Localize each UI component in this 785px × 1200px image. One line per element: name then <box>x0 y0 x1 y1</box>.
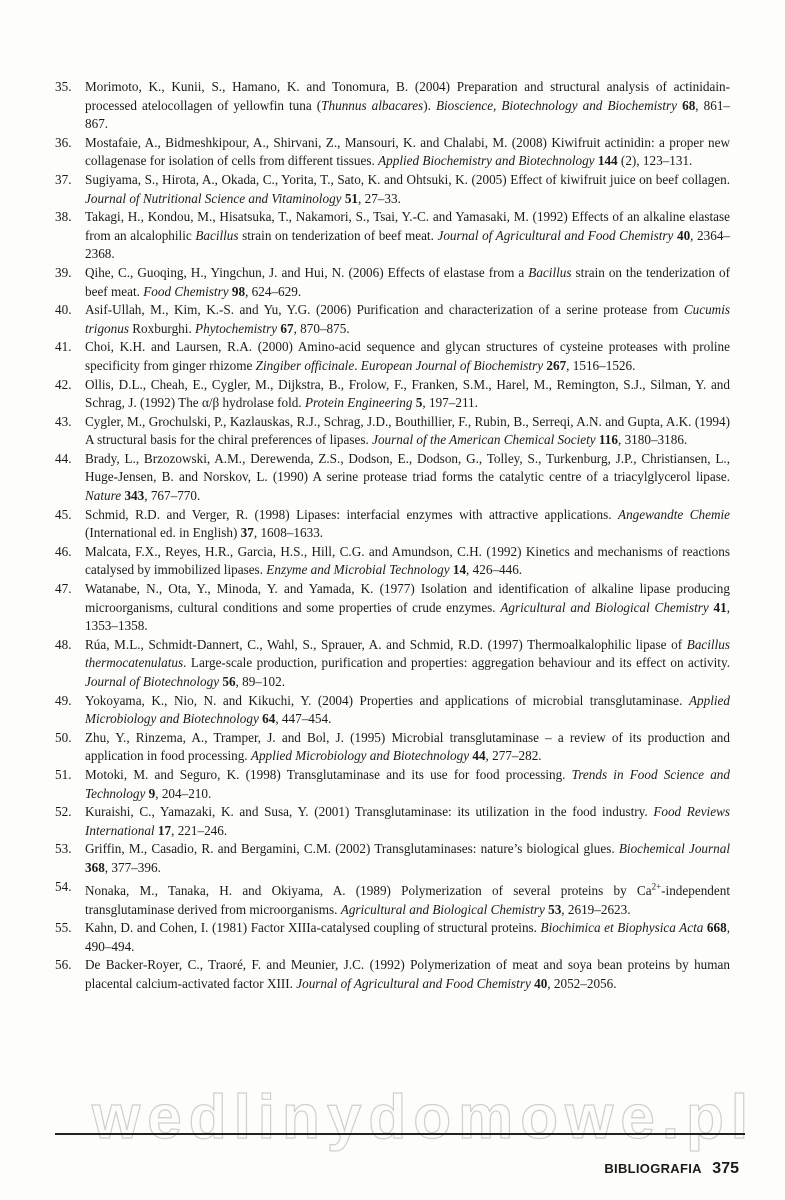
reference-number: 36. <box>55 134 72 150</box>
reference-volume: 68 <box>682 97 696 113</box>
reference-segment: , 277–282. <box>485 748 542 764</box>
reference-segment: Brady, L., Brzozowski, A.M., Derewenda, Z.S., Dodson, E., Dodson, G., Tolley, S., Turkenburg, J.P., Christiansen, L., Huge-Jensen, B. and Norskov, L. (1990) A serine protease triad forms the catalytic centre of a triacylglycerol lipase. <box>85 450 730 485</box>
reference-segment: Cygler, M., Grochulski, P., Kazlauskas, R.J., Schrag, J.D., Bouthillier, F., Rubin, B., Serreqi, A.N. and Gupta, A.K. (1994) A structural basis for the chiral preferences of lipases. <box>85 413 730 448</box>
reference-item <box>55 506 730 543</box>
reference-segment: Nonaka, M., Tanaka, H. and Okiyama, A. (1989) Polymerization of several proteins by Ca <box>85 882 652 898</box>
reference-segment: strain on the tenderization of beef meat. <box>85 264 730 299</box>
reference-segment: , 377–396. <box>104 859 161 875</box>
reference-segment: , 870–875. <box>293 320 350 336</box>
reference-italic-segment: Biochimica et Biophysica Acta <box>540 920 704 936</box>
reference-segment: , 1608–1633. <box>253 525 324 541</box>
reference-segment: (International ed. in English) <box>85 525 241 541</box>
reference-italic-segment: Food Chemistry <box>143 283 229 299</box>
reference-text <box>85 693 730 727</box>
section-label: BIBLIOGRAFIA <box>604 1161 702 1176</box>
reference-volume: 44 <box>472 748 486 764</box>
reference-segment: Sugiyama, S., Hirota, A., Okada, C., Yorita, T., Sato, K. and Ohtsuki, K. (2005) Effect of kiwifruit juice on beef collagen. <box>85 171 730 187</box>
reference-text <box>85 209 730 261</box>
reference-item <box>55 766 730 803</box>
reference-segment: De Backer-Royer, C., Traoré, F. and Meunier, J.C. (1992) Polymerization of meat and soya bean proteins by human placental calcium-activated factor XIII. <box>85 957 730 991</box>
reference-number: 42. <box>55 376 72 392</box>
reference-italic-segment: Applied Biochemistry and Biotechnology <box>378 153 595 169</box>
reference-italic-segment: Biochemical Journal <box>618 841 731 857</box>
reference-item <box>55 636 730 692</box>
reference-text <box>85 544 730 578</box>
reference-text <box>85 414 730 448</box>
reference-segment: Motoki, M. and Seguro, K. (1998) Transglutaminase and its use for food processing. <box>85 766 572 782</box>
reference-italic-segment: Trends in Food Science and Technology <box>85 766 730 801</box>
reference-segment: Takagi, H., Kondou, M., Hisatsuka, T., Nakamori, S., Tsai, Y.-C. and Yamasaki, M. (1992) Effects of an alkaline elastase from an alcalophilic <box>85 209 730 243</box>
reference-segment: , 490–494. <box>85 920 730 954</box>
reference-segment: , 2619–2623. <box>561 901 631 917</box>
reference-segment: , 767–770. <box>144 488 201 504</box>
reference-number: 46. <box>55 543 72 559</box>
reference-segment: Qihe, C., Guoqing, H., Yingchun, J. and Hui, N. (2006) Effects of elastase from a <box>85 264 529 280</box>
reference-italic-segment: European Journal of Biochemistry <box>360 357 544 373</box>
reference-segment: , 204–210. <box>155 785 212 801</box>
reference-volume: 9 <box>148 785 156 801</box>
page-number: 375 <box>712 1160 739 1177</box>
reference-volume: 144 <box>597 153 618 169</box>
reference-segment: . Large-scale production, purification and properties: aggregation behaviour and its effect on activity. <box>183 655 730 671</box>
reference-segment: , 1516–1526. <box>566 357 636 373</box>
reference-volume: 368 <box>85 859 105 875</box>
reference-number: 39. <box>55 264 72 280</box>
reference-italic-segment: Food Reviews International <box>85 804 730 838</box>
reference-number: 43. <box>55 413 72 429</box>
reference-segment: , 447–454. <box>275 711 332 727</box>
reference-italic-segment: Thunnus albacares <box>321 97 424 113</box>
reference-text <box>85 451 730 503</box>
reference-volume: 40 <box>676 227 691 243</box>
reference-number: 41. <box>55 339 72 355</box>
reference-volume: 51 <box>344 190 358 206</box>
reference-item <box>55 729 730 766</box>
reference-text <box>85 339 730 373</box>
reference-number: 52. <box>55 804 72 820</box>
reference-number: 49. <box>55 692 72 708</box>
reference-item <box>55 134 730 171</box>
reference-italic-segment: Applied Microbiology and Biotechnology <box>85 692 730 727</box>
reference-text <box>85 507 730 541</box>
reference-segment: strain on tenderization of beef meat. <box>238 227 438 243</box>
reference-italic-segment: Nature <box>85 488 122 504</box>
reference-item <box>55 543 730 580</box>
reference-number: 45. <box>55 506 72 522</box>
reference-italic-segment: Angewandte Chemie <box>618 506 730 522</box>
reference-segment: , 27–33. <box>358 190 401 206</box>
reference-italic-segment: Bacillus thermocatenulatus <box>85 636 730 671</box>
reference-italic-segment: Journal of Agricultural and Food Chemistry <box>437 227 674 243</box>
reference-number: 53. <box>55 841 72 857</box>
reference-segment: Malcata, F.X., Reyes, H.R., Garcia, H.S., Hill, C.G. and Amundson, C.H. (1992) Kinetics and mechanisms of reactions catalysed by immobilized lipases. <box>85 543 730 578</box>
reference-volume: 267 <box>546 357 567 373</box>
reference-volume: 64 <box>262 711 276 727</box>
reference-number: 47. <box>55 581 72 597</box>
reference-number: 35. <box>55 79 72 94</box>
reference-item <box>55 171 730 208</box>
reference-segment: , 89–102. <box>235 674 285 689</box>
reference-item <box>55 208 730 264</box>
reference-italic-segment: Journal of the American Chemical Society <box>372 432 596 448</box>
reference-item <box>55 878 730 920</box>
reference-segment: (2), 123–131. <box>617 153 693 169</box>
reference-item <box>55 580 730 636</box>
reference-italic-segment: Journal of Biotechnology <box>85 674 220 689</box>
footer-rule <box>55 1133 745 1135</box>
reference-segment: ). <box>423 97 436 113</box>
reference-volume: 343 <box>124 488 145 504</box>
reference-segment: , 1353–1358. <box>85 599 731 634</box>
reference-text <box>85 172 730 206</box>
reference-number: 56. <box>55 957 72 973</box>
reference-segment: Asif-Ullah, M., Kim, K.-S. and Yu, Y.G. (2006) Purification and characterization of a serine protease from <box>85 302 684 318</box>
reference-segment: Schmid, R.D. and Verger, R. (1998) Lipases: interfacial enzymes with attractive applications. <box>85 506 619 522</box>
watermark-text: wedlinydomowe.pl <box>92 1083 756 1152</box>
reference-segment: Kahn, D. and Cohen, I. (1981) Factor XIIIa-catalysed coupling of structural proteins. <box>85 920 541 936</box>
reference-item <box>55 413 730 450</box>
reference-italic-segment: Bioscience, Biotechnology and Biochemistry <box>435 97 678 113</box>
reference-segment: Yokoyama, K., Nio, N. and Kikuchi, Y. (2004) Properties and applications of microbial transglutaminase. <box>85 692 689 708</box>
reference-segment: -independent transglutaminase derived from microorganisms. <box>85 882 730 917</box>
reference-italic-segment: Journal of Agricultural and Food Chemistry <box>296 975 531 991</box>
reference-item <box>55 301 730 338</box>
reference-item <box>55 264 730 301</box>
reference-volume: 5 <box>415 395 423 411</box>
reference-volume: 668 <box>706 920 727 936</box>
reference-segment: 2+ <box>651 881 662 892</box>
reference-segment: Choi, K.H. and Laursen, R.A. (2000) Amino-acid sequence and glycan structures of cysteine proteases with proline specificity from ginger rhizome <box>85 339 730 373</box>
reference-segment: , 426–446. <box>466 562 523 578</box>
reference-text <box>85 265 730 299</box>
reference-segment: Watanabe, N., Ota, Y., Minoda, Y. and Yamada, K. (1977) Isolation and identification of alkaline lipase producing microorganisms, cultural conditions and some properties of crude enzymes. <box>85 581 730 615</box>
reference-number: 38. <box>55 209 72 225</box>
reference-text <box>85 135 730 169</box>
reference-volume: 40 <box>534 975 548 991</box>
reference-item <box>55 803 730 840</box>
reference-italic-segment: Cucumis trigonus <box>85 302 730 336</box>
reference-segment: , 197–211. <box>422 395 478 411</box>
reference-number: 54. <box>55 878 72 894</box>
page-footer <box>604 1160 739 1178</box>
reference-italic-segment: Bacillus <box>195 227 239 243</box>
reference-number: 40. <box>55 302 72 318</box>
reference-text <box>85 920 730 954</box>
reference-volume: 41 <box>713 599 727 615</box>
reference-segment: , 3180–3186. <box>617 432 688 448</box>
reference-text <box>85 79 730 131</box>
reference-item <box>55 956 730 993</box>
reference-item <box>55 450 730 506</box>
reference-text <box>85 637 730 689</box>
reference-segment: Zhu, Y., Rinzema, A., Tramper, J. and Bol, J. (1995) Microbial transglutaminase – a review of its production and application in food processing. <box>85 729 730 764</box>
reference-segment: Griffin, M., Casadio, R. and Bergamini, C.M. (2002) Transglutaminases: nature’s biological glues. <box>85 841 619 857</box>
reference-segment: Kuraishi, C., Yamazaki, K. and Susa, Y. (2001) Transglutaminase: its utilization in the food industry. <box>85 804 654 820</box>
reference-text <box>85 957 730 991</box>
reference-list <box>55 78 730 993</box>
reference-segment: , 624–629. <box>245 283 302 299</box>
reference-text <box>85 804 730 838</box>
reference-item <box>55 78 730 134</box>
reference-number: 48. <box>55 636 72 652</box>
reference-item <box>55 338 730 375</box>
reference-italic-segment: Protein Engineering <box>304 395 413 411</box>
reference-text <box>85 841 730 875</box>
reference-number: 50. <box>55 729 72 745</box>
reference-italic-segment: Zingiber officinale <box>255 357 355 373</box>
reference-segment: Ollis, D.L., Cheah, E., Cygler, M., Dijkstra, B., Frolow, F., Franken, S.M., Harel, M., Remington, S.J., Silman, Y. and Schrag, J. (1992) The α/β hydrolase fold. <box>85 376 730 411</box>
reference-italic-segment: Enzyme and Microbial Technology <box>266 562 450 578</box>
reference-volume: 17 <box>157 822 172 838</box>
reference-segment: Morimoto, K., Kunii, S., Hamano, K. and Tonomura, B. (2004) Preparation and structural analysis of actinidain-processed atelocollagen of yellowfin tuna ( <box>85 79 730 113</box>
reference-italic-segment: Applied Microbiology and Biotechnology <box>250 748 470 764</box>
reference-volume: 98 <box>231 283 246 299</box>
reference-item <box>55 376 730 413</box>
reference-italic-segment: Agricultural and Biological Chemistry <box>340 901 545 917</box>
reference-text <box>85 883 730 917</box>
reference-volume: 14 <box>452 562 467 578</box>
reference-text <box>85 581 730 633</box>
reference-volume: 56 <box>222 674 236 689</box>
reference-item <box>55 919 730 956</box>
reference-volume: 67 <box>280 320 294 336</box>
reference-text <box>85 767 730 801</box>
reference-italic-segment: Agricultural and Biological Chemistry <box>500 599 709 615</box>
reference-text <box>85 377 730 411</box>
reference-number: 51. <box>55 766 72 782</box>
reference-volume: 53 <box>548 901 562 917</box>
reference-volume: 37 <box>240 525 254 541</box>
reference-segment: , 2364–2368. <box>85 227 731 262</box>
reference-italic-segment: Bacillus <box>528 264 572 280</box>
reference-segment: , 221–246. <box>171 822 228 838</box>
reference-number: 37. <box>55 171 72 187</box>
reference-italic-segment: Journal of Nutritional Science and Vitaminology <box>85 190 342 206</box>
reference-number: 44. <box>55 450 72 466</box>
reference-item <box>55 840 730 877</box>
reference-segment: , 2052–2056. <box>547 975 617 991</box>
reference-italic-segment: Phytochemistry <box>195 320 278 336</box>
reference-text <box>85 730 730 764</box>
reference-text <box>85 302 730 336</box>
reference-segment: Rúa, M.L., Schmidt-Dannert, C., Wahl, S., Sprauer, A. and Schmid, R.D. (1997) Thermoalkalophilic lipase of <box>85 636 687 652</box>
reference-segment: Roxburghi. <box>128 320 196 336</box>
reference-number: 55. <box>55 920 72 936</box>
reference-segment: Mostafaie, A., Bidmeshkipour, A., Shirvani, Z., Mansouri, K. and Chalabi, M. (2008) Kiwifruit actinidin: a proper new collagenase for isolation of cells from different tissues. <box>85 134 730 169</box>
reference-volume: 116 <box>598 432 618 448</box>
reference-segment: , 861–867. <box>85 97 731 132</box>
reference-item <box>55 692 730 729</box>
reference-segment: . <box>354 357 361 373</box>
